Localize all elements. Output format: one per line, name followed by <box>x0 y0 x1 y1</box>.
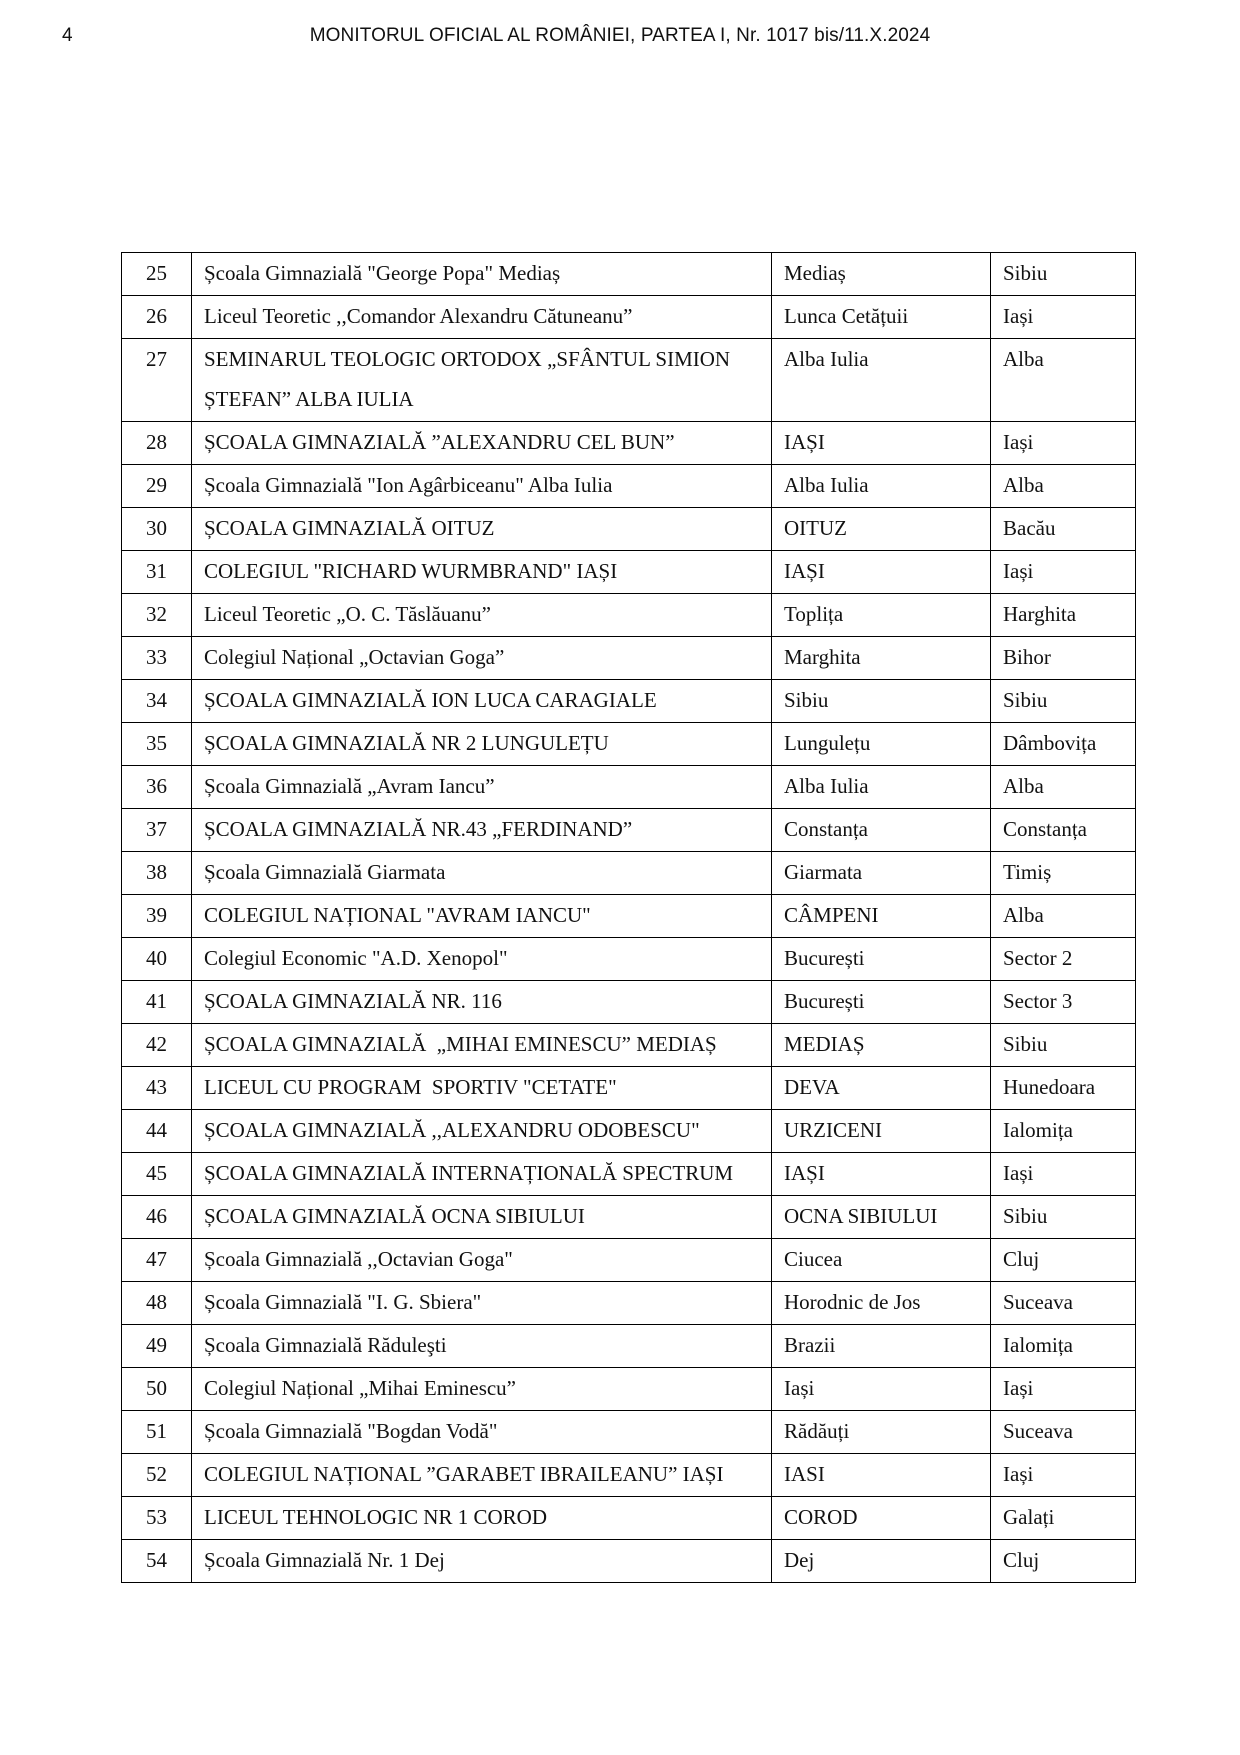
locality-cell: Marghita <box>772 637 991 680</box>
school-name-cell: Colegiul Economic "A.D. Xenopol" <box>192 938 772 981</box>
table-row <box>122 1540 1136 1583</box>
county-cell: Alba <box>991 465 1136 508</box>
county-cell: Sibiu <box>991 1024 1136 1067</box>
table-row <box>122 1325 1136 1368</box>
county-cell: Harghita <box>991 594 1136 637</box>
locality-cell: IASI <box>772 1454 991 1497</box>
school-name-cell: SEMINARUL TEOLOGIC ORTODOX „SFÂNTUL SIMION ȘTEFAN” ALBA IULIA <box>192 339 772 422</box>
schools-table-body <box>122 253 1136 1583</box>
row-number-cell: 40 <box>122 938 192 981</box>
table-row <box>122 339 1136 422</box>
table-row <box>122 809 1136 852</box>
table-row <box>122 1368 1136 1411</box>
county-cell: Alba <box>991 766 1136 809</box>
table-row <box>122 1110 1136 1153</box>
locality-cell: OITUZ <box>772 508 991 551</box>
row-number-cell: 36 <box>122 766 192 809</box>
row-number-cell: 31 <box>122 551 192 594</box>
county-cell: Iași <box>991 1368 1136 1411</box>
locality-cell: COROD <box>772 1497 991 1540</box>
school-name-cell: Școala Gimnazială Răduleşti <box>192 1325 772 1368</box>
school-name-cell: ȘCOALA GIMNAZIALĂ NR 2 LUNGULEȚU <box>192 723 772 766</box>
row-number-cell: 39 <box>122 895 192 938</box>
locality-cell: Mediaș <box>772 253 991 296</box>
table-row <box>122 1024 1136 1067</box>
table-row <box>122 551 1136 594</box>
county-cell: Sibiu <box>991 680 1136 723</box>
school-name-cell: ȘCOALA GIMNAZIALĂ „MIHAI EMINESCU” MEDIAȘ <box>192 1024 772 1067</box>
table-row <box>122 766 1136 809</box>
table-row <box>122 465 1136 508</box>
county-cell: Iași <box>991 1454 1136 1497</box>
locality-cell: Brazii <box>772 1325 991 1368</box>
row-number-cell: 25 <box>122 253 192 296</box>
county-cell: Dâmbovița <box>991 723 1136 766</box>
table-row <box>122 1454 1136 1497</box>
table-row <box>122 1411 1136 1454</box>
county-cell: Constanța <box>991 809 1136 852</box>
county-cell: Cluj <box>991 1239 1136 1282</box>
table-row <box>122 1196 1136 1239</box>
school-name-cell: ȘCOALA GIMNAZIALĂ NR.43 „FERDINAND” <box>192 809 772 852</box>
county-cell: Hunedoara <box>991 1067 1136 1110</box>
school-name-cell: ȘCOALA GIMNAZIALĂ INTERNAȚIONALĂ SPECTRUM <box>192 1153 772 1196</box>
page-title: MONITORUL OFICIAL AL ROMÂNIEI, PARTEA I, Nr. 1017 bis/11.X.2024 <box>309 25 931 46</box>
county-cell: Ialomița <box>991 1110 1136 1153</box>
locality-cell: OCNA SIBIULUI <box>772 1196 991 1239</box>
school-name-cell: ȘCOALA GIMNAZIALĂ ”ALEXANDRU CEL BUN” <box>192 422 772 465</box>
table-row <box>122 852 1136 895</box>
county-cell: Alba <box>991 895 1136 938</box>
county-cell: Sibiu <box>991 253 1136 296</box>
school-name-cell: Școala Gimnazială ,,Octavian Goga" <box>192 1239 772 1282</box>
table-row <box>122 938 1136 981</box>
row-number-cell: 43 <box>122 1067 192 1110</box>
locality-cell: CÂMPENI <box>772 895 991 938</box>
county-cell: Alba <box>991 339 1136 422</box>
row-number-cell: 38 <box>122 852 192 895</box>
row-number-cell: 50 <box>122 1368 192 1411</box>
locality-cell: București <box>772 981 991 1024</box>
row-number-cell: 48 <box>122 1282 192 1325</box>
locality-cell: Sibiu <box>772 680 991 723</box>
row-number-cell: 47 <box>122 1239 192 1282</box>
school-name-cell: COLEGIUL NAȚIONAL "AVRAM IANCU" <box>192 895 772 938</box>
county-cell: Bacău <box>991 508 1136 551</box>
locality-cell: Lunca Cetățuii <box>772 296 991 339</box>
table-row <box>122 508 1136 551</box>
school-name-cell: Școala Gimnazială „Avram Iancu” <box>192 766 772 809</box>
school-name-cell: Școala Gimnazială "George Popa" Mediaș <box>192 253 772 296</box>
locality-cell: Alba Iulia <box>772 339 991 422</box>
county-cell: Bihor <box>991 637 1136 680</box>
county-cell: Iași <box>991 551 1136 594</box>
locality-cell: București <box>772 938 991 981</box>
table-row <box>122 1497 1136 1540</box>
row-number-cell: 51 <box>122 1411 192 1454</box>
locality-cell: IAȘI <box>772 551 991 594</box>
row-number-cell: 37 <box>122 809 192 852</box>
county-cell: Cluj <box>991 1540 1136 1583</box>
row-number-cell: 54 <box>122 1540 192 1583</box>
school-name-cell: ȘCOALA GIMNAZIALĂ OCNA SIBIULUI <box>192 1196 772 1239</box>
county-cell: Iași <box>991 1153 1136 1196</box>
table-row <box>122 253 1136 296</box>
county-cell: Galați <box>991 1497 1136 1540</box>
school-name-cell: COLEGIUL NAȚIONAL ”GARABET IBRAILEANU” IAȘI <box>192 1454 772 1497</box>
row-number-cell: 35 <box>122 723 192 766</box>
school-name-cell: Școala Gimnazială Nr. 1 Dej <box>192 1540 772 1583</box>
table-row <box>122 1153 1136 1196</box>
school-name-cell: Școala Gimnazială "I. G. Sbiera" <box>192 1282 772 1325</box>
county-cell: Sibiu <box>991 1196 1136 1239</box>
row-number-cell: 46 <box>122 1196 192 1239</box>
locality-cell: Toplița <box>772 594 991 637</box>
page-number: 4 <box>62 25 73 46</box>
row-number-cell: 53 <box>122 1497 192 1540</box>
school-name-cell: LICEUL CU PROGRAM SPORTIV "CETATE" <box>192 1067 772 1110</box>
school-name-cell: Școala Gimnazială Giarmata <box>192 852 772 895</box>
row-number-cell: 29 <box>122 465 192 508</box>
table-row <box>122 422 1136 465</box>
locality-cell: Horodnic de Jos <box>772 1282 991 1325</box>
school-name-cell: ȘCOALA GIMNAZIALĂ NR. 116 <box>192 981 772 1024</box>
row-number-cell: 42 <box>122 1024 192 1067</box>
table-row <box>122 1067 1136 1110</box>
locality-cell: IAȘI <box>772 1153 991 1196</box>
row-number-cell: 52 <box>122 1454 192 1497</box>
school-name-cell: ȘCOALA GIMNAZIALĂ ,,ALEXANDRU ODOBESCU" <box>192 1110 772 1153</box>
row-number-cell: 28 <box>122 422 192 465</box>
locality-cell: Lungulețu <box>772 723 991 766</box>
county-cell: Suceava <box>991 1411 1136 1454</box>
school-name-cell: COLEGIUL "RICHARD WURMBRAND" IAȘI <box>192 551 772 594</box>
locality-cell: Dej <box>772 1540 991 1583</box>
school-name-cell: Colegiul Național „Mihai Eminescu” <box>192 1368 772 1411</box>
locality-cell: URZICENI <box>772 1110 991 1153</box>
school-name-cell: Școala Gimnazială "Bogdan Vodă" <box>192 1411 772 1454</box>
table-row <box>122 1282 1136 1325</box>
locality-cell: MEDIAȘ <box>772 1024 991 1067</box>
row-number-cell: 27 <box>122 339 192 422</box>
school-name-cell: LICEUL TEHNOLOGIC NR 1 COROD <box>192 1497 772 1540</box>
locality-cell: IAȘI <box>772 422 991 465</box>
county-cell: Sector 3 <box>991 981 1136 1024</box>
table-row <box>122 1239 1136 1282</box>
row-number-cell: 32 <box>122 594 192 637</box>
row-number-cell: 49 <box>122 1325 192 1368</box>
locality-cell: DEVA <box>772 1067 991 1110</box>
county-cell: Ialomița <box>991 1325 1136 1368</box>
school-name-cell: ȘCOALA GIMNAZIALĂ OITUZ <box>192 508 772 551</box>
table-row <box>122 723 1136 766</box>
row-number-cell: 33 <box>122 637 192 680</box>
school-name-cell: Liceul Teoretic ,,Comandor Alexandru Cătuneanu” <box>192 296 772 339</box>
county-cell: Iași <box>991 296 1136 339</box>
school-name-cell: Liceul Teoretic „O. C. Tăslăuanu” <box>192 594 772 637</box>
county-cell: Iași <box>991 422 1136 465</box>
table-row <box>122 296 1136 339</box>
locality-cell: Rădăuți <box>772 1411 991 1454</box>
school-name-cell: ȘCOALA GIMNAZIALĂ ION LUCA CARAGIALE <box>192 680 772 723</box>
row-number-cell: 34 <box>122 680 192 723</box>
row-number-cell: 44 <box>122 1110 192 1153</box>
table-row <box>122 895 1136 938</box>
locality-cell: Constanța <box>772 809 991 852</box>
county-cell: Sector 2 <box>991 938 1136 981</box>
table-row <box>122 637 1136 680</box>
locality-cell: Giarmata <box>772 852 991 895</box>
schools-table <box>121 252 1136 1583</box>
school-name-cell: Colegiul Național „Octavian Goga” <box>192 637 772 680</box>
table-row <box>122 680 1136 723</box>
row-number-cell: 41 <box>122 981 192 1024</box>
table-row <box>122 594 1136 637</box>
county-cell: Timiș <box>991 852 1136 895</box>
locality-cell: Alba Iulia <box>772 465 991 508</box>
locality-cell: Iași <box>772 1368 991 1411</box>
school-name-cell: Școala Gimnazială "Ion Agârbiceanu" Alba Iulia <box>192 465 772 508</box>
county-cell: Suceava <box>991 1282 1136 1325</box>
locality-cell: Alba Iulia <box>772 766 991 809</box>
locality-cell: Ciucea <box>772 1239 991 1282</box>
row-number-cell: 26 <box>122 296 192 339</box>
table-row <box>122 981 1136 1024</box>
row-number-cell: 30 <box>122 508 192 551</box>
row-number-cell: 45 <box>122 1153 192 1196</box>
